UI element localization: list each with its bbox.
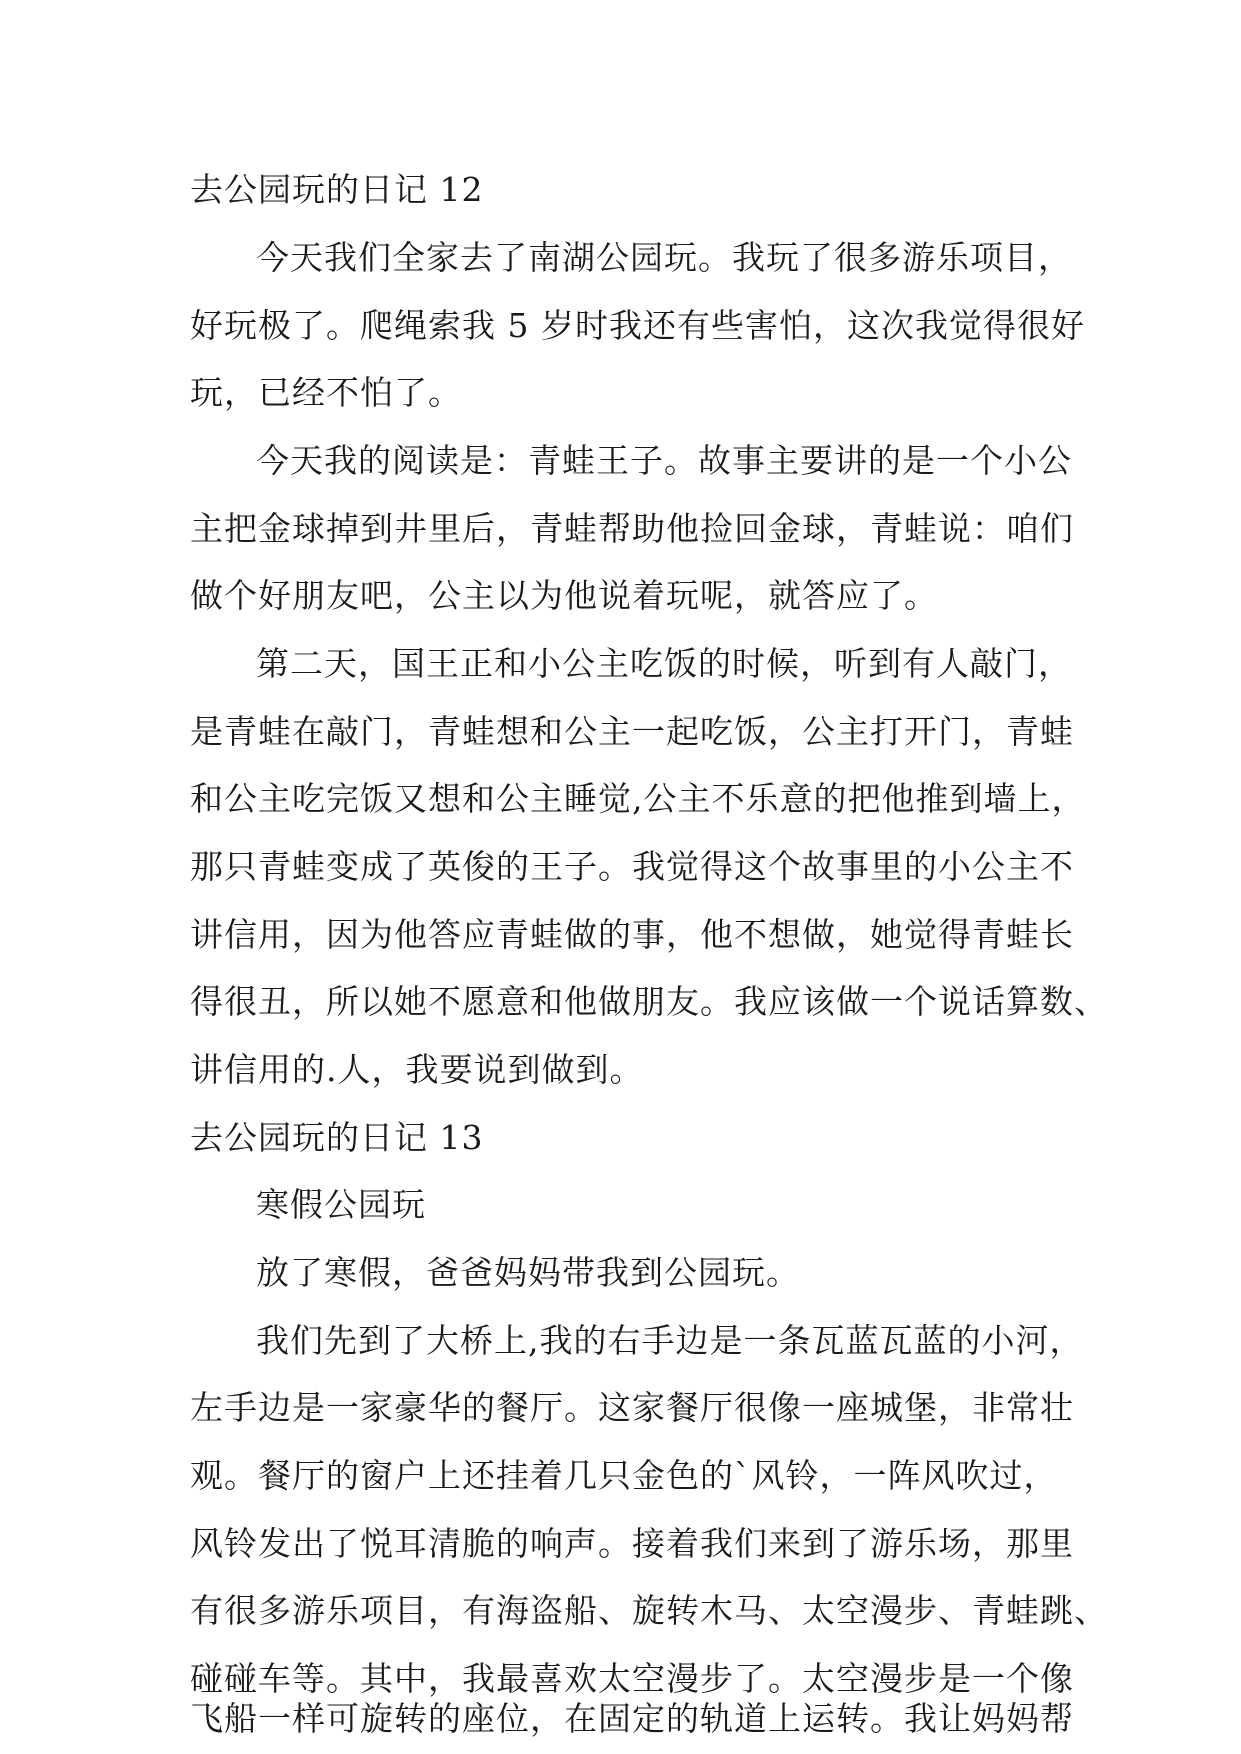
paragraph-line: 飞船一样可旋转的座位，在固定的轨道上运转。我让妈妈帮 (190, 1699, 1074, 1738)
paragraph-line: 主把金球掉到井里后，青蛙帮助他捡回金球，青蛙说：咱们 (190, 509, 1074, 548)
paragraph-line: 讲信用的.人，我要说到做到。 (190, 1050, 644, 1089)
paragraph-line: 碰碰车等。其中，我最喜欢太空漫步了。太空漫步是一个像 (190, 1659, 1074, 1698)
paragraph-line: 玩，已经不怕了。 (190, 373, 462, 412)
paragraph-line: 和公主吃完饭又想和公主睡觉,公主不乐意的把他推到墙上， (190, 779, 1086, 818)
paragraph-line: 第二天，国王正和小公主吃饭的时候，听到有人敲门， (256, 644, 1072, 683)
paragraph-line: 今天我的阅读是：青蛙王子。故事主要讲的是一个小公 (256, 441, 1072, 480)
paragraph-line: 好玩极了。爬绳索我 5 岁时我还有些害怕，这次我觉得很好 (190, 306, 1085, 345)
diary-title-13: 去公园玩的日记 13 (190, 1118, 484, 1157)
paragraph-line: 观。餐厅的窗户上还挂着几只金色的`风铃，一阵风吹过， (190, 1456, 1058, 1495)
paragraph-line: 今天我们全家去了南湖公园玩。我玩了很多游乐项目， (256, 238, 1072, 277)
paragraph-line: 那只青蛙变成了英俊的王子。我觉得这个故事里的小公主不 (190, 847, 1074, 886)
paragraph-line: 做个好朋友吧，公主以为他说着玩呢，就答应了。 (190, 576, 938, 615)
paragraph-line: 是青蛙在敲门，青蛙想和公主一起吃饭，公主打开门，青蛙 (190, 712, 1074, 751)
paragraph-line: 得很丑，所以她不愿意和他做朋友。我应该做一个说话算数、 (190, 982, 1108, 1021)
paragraph-line: 讲信用，因为他答应青蛙做的事，他不想做，她觉得青蛙长 (190, 915, 1074, 954)
paragraph-line: 左手边是一家豪华的餐厅。这家餐厅很像一座城堡，非常壮 (190, 1388, 1074, 1427)
diary-title-12: 去公园玩的日记 12 (190, 170, 484, 209)
paragraph-line: 有很多游乐项目，有海盗船、旋转木马、太空漫步、青蛙跳、 (190, 1591, 1108, 1630)
paragraph-line: 我们先到了大桥上,我的右手边是一条瓦蓝瓦蓝的小河， (256, 1321, 1084, 1360)
paragraph-line: 风铃发出了悦耳清脆的响声。接着我们来到了游乐场，那里 (190, 1524, 1074, 1563)
essay-subtitle: 寒假公园玩 (256, 1185, 426, 1224)
paragraph-line: 放了寒假，爸爸妈妈带我到公园玩。 (256, 1253, 800, 1292)
